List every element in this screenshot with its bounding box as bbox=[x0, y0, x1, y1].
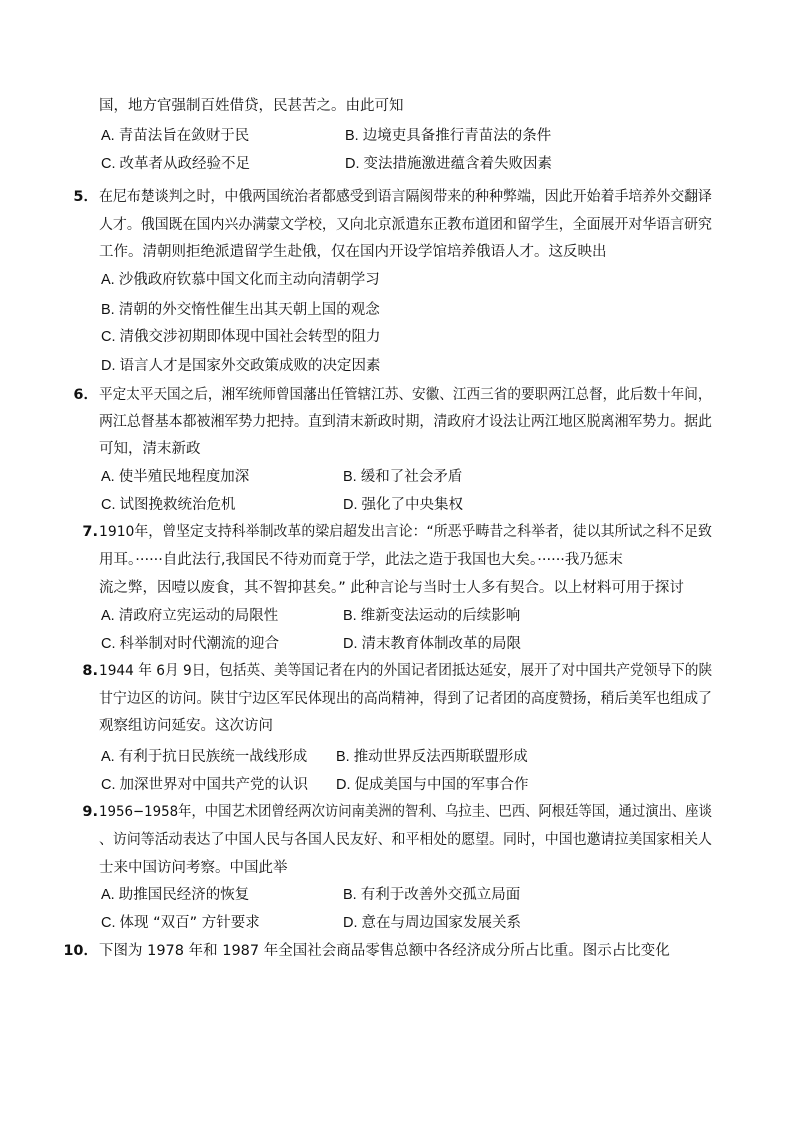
option-text: 有利于抗日民族统一战线形成 bbox=[118, 749, 308, 765]
option-text: 强化了中央集权 bbox=[361, 497, 463, 513]
option-label: C. bbox=[101, 329, 116, 345]
q4-continuation-line: 国，地方官强制百姓借贷，民甚苦之。由此可知 bbox=[99, 98, 404, 114]
q7-number: 7. bbox=[82, 524, 98, 540]
q5-stem-line-3: 工作。清朝则拒绝派遣留学生赴俄，仅在国内开设学馆培养俄语人才。这反映出 bbox=[99, 244, 607, 260]
q9-stem-line-3: 士来中国访问考察。中国此举 bbox=[99, 860, 288, 876]
option-text: 沙俄政府钦慕中国文化而主动向清朝学习 bbox=[118, 272, 380, 288]
option-label: B. bbox=[343, 887, 357, 903]
q9-stem-line-2: 、访问等活动表达了中国人民与各国人民友好、和平相处的愿望。同时，中国也邀请拉美国家相关人 bbox=[99, 832, 712, 848]
q9-option-d[interactable] bbox=[343, 913, 521, 933]
option-label: C. bbox=[101, 636, 116, 652]
q4-option-a[interactable] bbox=[101, 126, 249, 146]
option-label: D. bbox=[343, 497, 358, 513]
q8-option-c[interactable] bbox=[101, 775, 308, 795]
option-label: A. bbox=[101, 469, 115, 485]
option-label: B. bbox=[343, 608, 357, 624]
q8-stem-line-3: 观察组访问延安。这次访问 bbox=[99, 718, 273, 734]
q10-number: 10． bbox=[63, 943, 98, 959]
option-text: 变法措施激进蕴含着失败因素 bbox=[363, 156, 552, 172]
option-text: 使半殖民地程度加深 bbox=[118, 469, 250, 485]
q9-number: 9. bbox=[82, 804, 98, 820]
option-label: C. bbox=[101, 777, 116, 793]
q7-stem-line-3: 流之弊，因噎以废食，其不智抑甚矣。” 此种言论与当时士人多有契合。以上材料可用于探讨 bbox=[99, 580, 684, 596]
option-text: 清政府立宪运动的局限性 bbox=[118, 608, 279, 624]
q7-stem-line-2: 用耳。······自此法行,我国民不待劝而竟于学，此法之造于我国也大矣。······我乃惩末 bbox=[99, 552, 623, 568]
q6-stem-line-1: 平定太平天国之后，湘军统师曾国藩出任管辖江苏、安徽、江西三省的要职两江总督，此后数十年间， bbox=[99, 387, 712, 403]
q10-stem-line-1: 下图为 1978 年和 1987 年全国社会商品零售总额中各经济成分所占比重。图示占比变化 bbox=[99, 943, 670, 959]
option-label: C. bbox=[101, 497, 116, 513]
q8-stem-line-1: 1944 年 6月 9日，包括英、美等国记者在内的外国记者团抵达延安，展开了对中国共产党领导下的陕 bbox=[99, 663, 713, 679]
option-label: A. bbox=[101, 272, 115, 288]
q6-number: 6． bbox=[73, 387, 98, 403]
option-label: B. bbox=[343, 469, 357, 485]
option-text: 清俄交涉初期即体现中国社会转型的阻力 bbox=[119, 329, 381, 345]
option-text: 语言人才是国家外交政策成败的决定因素 bbox=[119, 358, 381, 374]
option-text: 试图挽救统治危机 bbox=[119, 497, 236, 513]
q5-number: 5． bbox=[73, 189, 98, 205]
q4-option-d[interactable] bbox=[345, 154, 552, 174]
option-label: A. bbox=[101, 608, 115, 624]
q5-option-d[interactable] bbox=[101, 356, 381, 376]
option-label: B. bbox=[345, 128, 359, 144]
q8-option-a[interactable] bbox=[101, 747, 307, 767]
q8-option-b[interactable] bbox=[336, 747, 528, 767]
q6-option-b[interactable] bbox=[343, 467, 462, 487]
option-text: 缓和了社会矛盾 bbox=[360, 469, 463, 485]
q7-stem-line-1: 1910年，曾坚定支持科举制改革的梁启超发出言论：“所恶乎畴昔之科举者，徒以其所试之科不足致 bbox=[99, 524, 712, 540]
q4-option-b[interactable] bbox=[345, 126, 551, 146]
option-text: 改革者从政经验不足 bbox=[119, 156, 250, 172]
q8-option-d[interactable] bbox=[336, 775, 529, 795]
q5-stem-line-1: 在尼布楚谈判之时，中俄两国统治者都感受到语言隔阂带来的种种弊端，因此开始着手培养外交翻译 bbox=[99, 189, 712, 205]
option-label: C. bbox=[101, 156, 116, 172]
q4-option-c[interactable] bbox=[101, 154, 250, 174]
option-label: C. bbox=[101, 915, 116, 931]
option-label: A. bbox=[101, 128, 115, 144]
option-text: 边境吏具备推行青苗法的条件 bbox=[362, 128, 552, 144]
option-label: D. bbox=[345, 156, 360, 172]
option-label: A. bbox=[101, 887, 115, 903]
option-text: 加深世界对中国共产党的认识 bbox=[119, 777, 308, 793]
q5-stem-line-2: 人才。俄国既在国内兴办满蒙文学校，又向北京派遣东正教布道团和留学生，全面展开对华语言研究 bbox=[99, 217, 712, 233]
option-text: 推动世界反法西斯联盟形成 bbox=[353, 749, 528, 765]
q6-stem-line-2: 两江总督基本都被湘军势力把持。直到清末新政时期，清政府才设法让两江地区脱离湘军势力。据此 bbox=[99, 414, 712, 430]
q6-option-c[interactable] bbox=[101, 495, 236, 515]
option-text: 促成美国与中国的军事合作 bbox=[354, 777, 529, 793]
option-text: 青苗法旨在敛财于民 bbox=[118, 128, 250, 144]
option-text: 清末教育体制改革的局限 bbox=[361, 636, 521, 652]
q6-option-d[interactable] bbox=[343, 495, 463, 515]
option-label: A. bbox=[101, 749, 115, 765]
q5-option-a[interactable] bbox=[101, 270, 380, 290]
q6-option-a[interactable] bbox=[101, 467, 249, 487]
q7-option-b[interactable] bbox=[343, 606, 520, 626]
option-label: B. bbox=[101, 302, 115, 318]
q8-number: 8. bbox=[82, 663, 98, 679]
option-text: 有利于改善外交孤立局面 bbox=[360, 887, 521, 903]
q9-stem-line-1: 1956−1958年，中国艺术团曾经两次访问南美洲的智利、乌拉圭、巴西、阿根廷等国，通过演出、座谈 bbox=[99, 804, 712, 820]
option-text: 体现 “双百” 方针要求 bbox=[119, 915, 260, 931]
q7-option-c[interactable] bbox=[101, 634, 279, 654]
option-label: D. bbox=[343, 915, 358, 931]
q9-option-b[interactable] bbox=[343, 885, 520, 905]
q8-stem-line-2: 甘宁边区的访问。陕甘宁边区军民体现出的高尚精神，得到了记者团的高度赞扬，稍后美军也组成了 bbox=[99, 691, 712, 707]
q5-option-c[interactable] bbox=[101, 327, 381, 347]
q5-option-b[interactable] bbox=[101, 300, 380, 320]
option-text: 维新变法运动的后续影响 bbox=[360, 608, 521, 624]
q9-option-c[interactable] bbox=[101, 913, 260, 933]
q7-option-a[interactable] bbox=[101, 606, 278, 626]
option-label: D. bbox=[101, 358, 116, 374]
q9-option-a[interactable] bbox=[101, 885, 249, 905]
option-label: B. bbox=[336, 749, 350, 765]
q6-stem-line-3: 可知，清末新政 bbox=[99, 441, 201, 457]
option-text: 清朝的外交惰性催生出其天朝上国的观念 bbox=[118, 302, 380, 318]
option-label: D. bbox=[336, 777, 351, 793]
option-text: 助推国民经济的恢复 bbox=[118, 887, 250, 903]
option-text: 科举制对时代潮流的迎合 bbox=[119, 636, 279, 652]
option-label: D. bbox=[343, 636, 358, 652]
option-text: 意在与周边国家发展关系 bbox=[361, 915, 521, 931]
q7-option-d[interactable] bbox=[343, 634, 521, 654]
